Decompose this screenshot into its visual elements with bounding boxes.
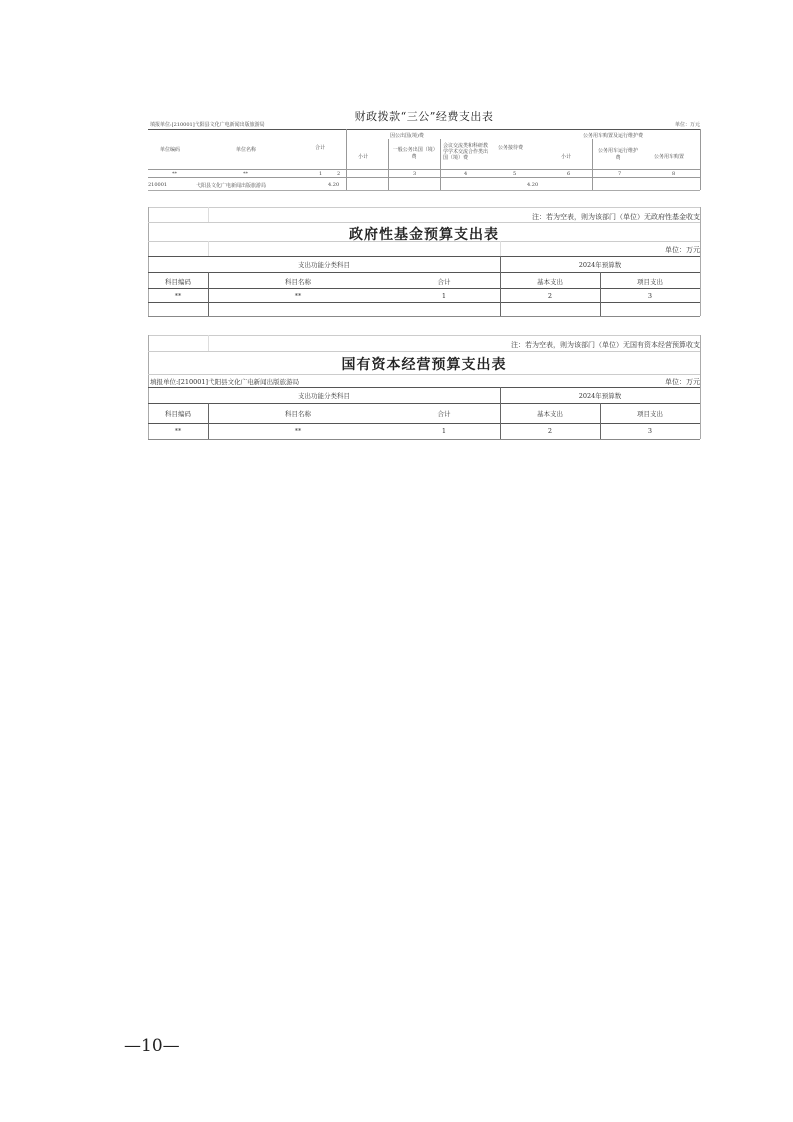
table1-index-cell: 7 (618, 171, 622, 177)
table2-col-name: 科目名称 (285, 278, 311, 286)
table1-header-reception: 公务接待费 (498, 145, 524, 151)
table1-data-code: 210001 (148, 182, 168, 188)
table2-line (148, 316, 700, 317)
table2-vline (208, 207, 209, 222)
table1-title: 财政拨款“三公”经费支出表 (354, 110, 494, 123)
table3-index-cell: ** (174, 427, 182, 435)
table1-index-cell: ** (243, 171, 248, 177)
table3-col-basic: 基本支出 (537, 410, 563, 418)
table2-title: 政府性基金预算支出表 (349, 227, 499, 243)
table3-index-cell: ** (294, 427, 302, 435)
table2-line (148, 288, 700, 289)
table1-header-total: 合计 (315, 145, 326, 151)
table1-data-total: 4.20 (328, 182, 340, 188)
table1-header-general-abroad: 一般公务出国（境）费 (392, 147, 436, 160)
table3-note: 注：若为空表，则为该部门（单位）无国有资本经营预算收支 (511, 341, 700, 349)
table1-header-unit-code: 单位编码 (160, 147, 181, 153)
table1-vline (346, 129, 347, 190)
table2-unit-label: 单位：万元 (665, 246, 700, 254)
table1-index-cell: 6 (567, 171, 571, 177)
table1-index-bottom (148, 177, 700, 178)
table3-line (148, 351, 700, 352)
table3-unit-label: 单位：万元 (665, 378, 700, 386)
table1-data-name: 弋阳县文化广电新闻出版旅游局 (196, 183, 267, 189)
table1-index-cell: 5 (513, 171, 517, 177)
table3-line (148, 387, 700, 388)
table2-col-project: 项目支出 (637, 278, 663, 286)
table3-col-name: 科目名称 (285, 410, 311, 418)
table1-header-unit-name: 单位名称 (236, 147, 257, 153)
table1-vline (592, 139, 593, 190)
table3-line (148, 335, 700, 336)
table2-group-left: 支出功能分类科目 (298, 261, 350, 269)
table3-title: 国有资本经营预算支出表 (341, 357, 507, 373)
table3-col-total: 合计 (437, 410, 451, 418)
table3-vline (700, 335, 701, 439)
table3-line (148, 423, 700, 424)
table1-index-cell: 8 (672, 171, 676, 177)
table1-index-cell: 4 (464, 171, 468, 177)
table1-index-cell: 3 (413, 171, 417, 177)
table2-vline (700, 207, 701, 316)
table1-top-border (148, 129, 700, 130)
table3-group-left: 支出功能分类科目 (298, 392, 350, 400)
table3-line (148, 439, 700, 440)
table2-index-cell: 2 (547, 292, 553, 300)
table2-index-cell: ** (174, 292, 182, 300)
table1-index-cell: 1 (319, 171, 323, 177)
table2-group-right: 2024年预算数 (578, 261, 622, 269)
table2-col-total: 合计 (437, 278, 451, 286)
table2-line (148, 272, 700, 273)
table2-index-cell: ** (294, 292, 302, 300)
table1-bottom-border (148, 190, 700, 191)
table1-header-bottom (148, 169, 700, 170)
table2-index-cell: 1 (441, 292, 447, 300)
table1-header-vehicle-purchase: 公务用车购置 (654, 154, 685, 160)
table2-note: 注：若为空表，则为该部门（单位）无政府性基金收支 (532, 213, 700, 221)
table3-group-right: 2024年预算数 (578, 392, 622, 400)
table1-unit-label: 单位：万元 (674, 122, 700, 128)
table1-header-vehicle-operation: 公务用车运行维护费 (597, 148, 638, 161)
table2-col-code: 科目编码 (165, 278, 191, 286)
table3-index-cell: 1 (441, 427, 447, 435)
table3-col-project: 项目支出 (637, 410, 663, 418)
table1-group-vehicle: 公务用车购置及运行维护费 (583, 133, 644, 139)
table3-line (148, 403, 700, 404)
table2-line (148, 302, 700, 303)
table2-index-cell: 3 (647, 292, 653, 300)
table1-index-cell: 2 (337, 171, 341, 177)
table1-vline (388, 139, 389, 190)
table2-line (148, 222, 700, 223)
table3-line (148, 374, 700, 375)
table1-vline (440, 139, 441, 190)
table2-col-basic: 基本支出 (537, 278, 563, 286)
table3-index-cell: 2 (547, 427, 553, 435)
table3-index-cell: 3 (647, 427, 653, 435)
table2-line (148, 256, 700, 257)
table1-header-subtotal: 小计 (358, 154, 369, 160)
page-number: —10— (124, 1036, 180, 1056)
table1-data-reception: 4.20 (527, 182, 539, 188)
table3-col-code: 科目编码 (165, 410, 191, 418)
table1-index-cell: ** (172, 171, 177, 177)
table3-vline (208, 335, 209, 351)
table1-reporting-unit: 填报单位:[210001]弋阳县文化广电新闻出版旅游局 (150, 122, 265, 128)
table2-line (148, 207, 700, 208)
table1-vline (700, 129, 701, 190)
table1-group-reception: 因公出国(境)费 (390, 133, 424, 139)
table1-header-special-abroad: 会议交流类和科研教学学术交流合作类出国（境）费 (443, 143, 489, 161)
table1-header-subtotal2: 小计 (561, 154, 572, 160)
table3-reporting-unit: 填报单位:[210001]弋阳县文化广电新闻出版旅游局 (150, 378, 300, 386)
